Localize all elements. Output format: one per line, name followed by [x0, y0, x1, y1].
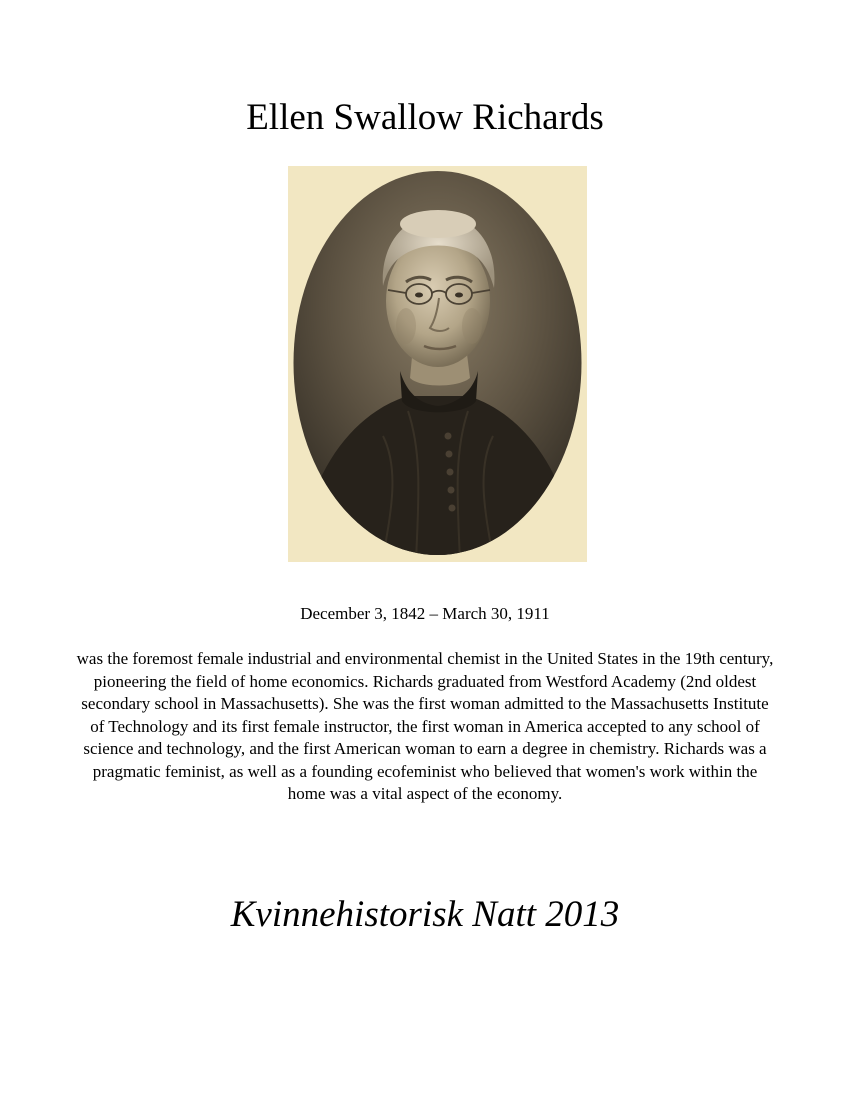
event-footer: Kvinnehistorisk Natt 2013	[230, 894, 620, 935]
biography-paragraph: was the foremost female industrial and environmental chemist in the United States in the 19th century, pioneering the field of home economics. Richards graduated from Westford Academy (2nd oldest secondary school in Massachusetts). She was the first woman admitted to the Massachusetts Institute of Technology and its first female instructor, the first woman in America accepted to any school of science and technology, and the first American woman to earn a degree in chemistry. Richards was a pragmatic feminist, as well as a founding ecofeminist who believed that women's work within the home was a vital aspect of the economy.	[76, 649, 774, 803]
portrait-photo	[288, 166, 587, 562]
page-title: Ellen Swallow Richards	[246, 97, 604, 138]
life-dates: December 3, 1842 – March 30, 1911	[300, 604, 550, 623]
